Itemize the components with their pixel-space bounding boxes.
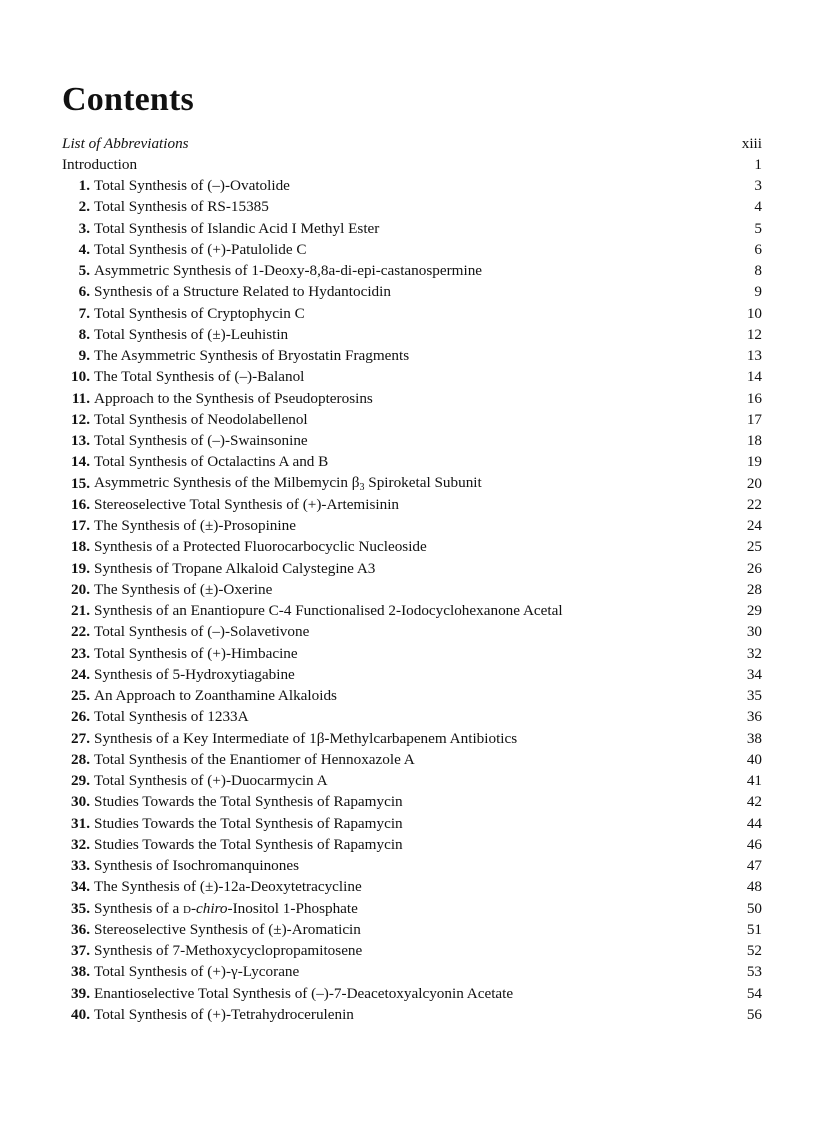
toc-entry[interactable]	[62, 282, 762, 303]
entry-title: Total Synthesis of (+)-Himbacine	[94, 644, 298, 662]
entry-page-number: 20	[746, 474, 762, 492]
entry-title: Synthesis of a Key Intermediate of 1β-Methylcarbapenem Antibiotics	[94, 729, 518, 747]
toc-entry[interactable]	[62, 898, 762, 919]
entry-number: 25.	[71, 687, 90, 705]
toc-entry[interactable]	[62, 962, 762, 983]
entry-page-number: 12	[746, 325, 762, 343]
entry-title: Synthesis of an Enantiopure C-4 Functionalised 2-Iodocyclohexanone Acetal	[94, 602, 563, 620]
entry-number: 39.	[71, 984, 90, 1002]
entry-page-number: 16	[746, 389, 762, 407]
entry-number: 24.	[71, 665, 90, 683]
entry-title-italic: -chiro	[190, 899, 228, 917]
toc-entry[interactable]	[62, 494, 762, 515]
entry-page-number: 9	[754, 283, 762, 301]
entry-title: Synthesis of Isochromanquinones	[94, 857, 300, 875]
toc-entry[interactable]	[62, 516, 762, 537]
entry-number: 28.	[71, 750, 90, 768]
entry-number: 4.	[78, 240, 90, 258]
entry-number: 13.	[71, 432, 90, 450]
page-title: Contents	[62, 81, 194, 118]
entry-number: 15.	[71, 474, 90, 492]
toc-entry[interactable]	[62, 176, 762, 197]
entry-number: 26.	[71, 708, 90, 726]
entry-number: 6.	[78, 283, 90, 301]
entry-page-number: 5	[754, 219, 762, 237]
entry-title: Approach to the Synthesis of Pseudopterosins	[94, 389, 373, 407]
entry-page-number: 44	[746, 814, 762, 832]
toc-entry[interactable]	[62, 771, 762, 792]
toc-entry[interactable]	[62, 261, 762, 282]
entry-number: 38.	[71, 963, 90, 981]
toc-entry[interactable]	[62, 877, 762, 898]
toc-entry[interactable]	[62, 367, 762, 388]
entry-page-number: 25	[746, 538, 762, 556]
entry-title-part: Spiroketal Subunit	[364, 474, 482, 492]
entry-page-number: 53	[746, 963, 762, 981]
entry-title-smallcaps: d	[183, 899, 191, 917]
entry-page-number: 28	[746, 580, 762, 598]
entry-page-number: 24	[746, 517, 762, 535]
entry-title: Asymmetric Synthesis of 1-Deoxy-8,8a-di-epi-castanospermine	[94, 262, 483, 280]
toc-entry[interactable]	[62, 218, 762, 239]
entry-page-number: 26	[746, 559, 762, 577]
entry-page-number: 41	[746, 772, 762, 790]
toc-entry[interactable]	[62, 664, 762, 685]
entry-page-number: 48	[746, 878, 762, 896]
toc-entry[interactable]	[62, 346, 762, 367]
entry-page-number: 6	[754, 240, 762, 258]
entry-page-number: 8	[754, 262, 762, 280]
entry-number: 14.	[71, 453, 90, 471]
entry-page-number: 40	[746, 750, 762, 768]
toc-entry[interactable]	[62, 856, 762, 877]
entry-title: The Synthesis of (±)-Oxerine	[94, 580, 273, 598]
entry-title-part: Synthesis of a	[94, 899, 184, 917]
entry-title: Total Synthesis of Neodolabellenol	[94, 410, 308, 428]
toc-entry[interactable]	[62, 452, 762, 473]
entry-number: 34.	[71, 878, 90, 896]
entry-number: 2.	[78, 198, 90, 216]
entry-number: 17.	[71, 517, 90, 535]
entry-title: Total Synthesis of (+)-Duocarmycin A	[94, 772, 328, 790]
entry-page-number: 51	[746, 920, 762, 938]
entry-title-subscript: 3	[359, 482, 365, 494]
toc-entry[interactable]	[62, 537, 762, 558]
entry-number: 21.	[71, 602, 90, 620]
entry-number: 9.	[78, 347, 90, 365]
entry-page-number: 22	[746, 495, 762, 513]
entry-page-number: 30	[746, 623, 762, 641]
entry-title: The Synthesis of (±)-Prosopinine	[94, 517, 296, 535]
entry-title: Total Synthesis of Islandic Acid I Methyl Ester	[94, 219, 380, 237]
entry-number: 40.	[71, 1005, 90, 1023]
entry-title: Total Synthesis of Cryptophycin C	[94, 304, 305, 322]
entry-page-number: 34	[746, 665, 762, 683]
entry-number: 36.	[71, 920, 90, 938]
entry-page-number: 46	[746, 835, 762, 853]
entry-title: Total Synthesis of (+)-Patulolide C	[94, 240, 307, 258]
toc-entry[interactable]	[62, 473, 762, 494]
toc-entry[interactable]	[62, 388, 762, 409]
entry-number: 31.	[71, 814, 90, 832]
entry-title: Total Synthesis of (–)-Swainsonine	[94, 432, 308, 450]
toc-entry[interactable]	[62, 197, 762, 218]
entry-page-number: 47	[746, 857, 762, 875]
entry-page-number: 3	[754, 177, 762, 195]
entry-page-number: 13	[746, 347, 762, 365]
entry-page-number: 17	[746, 410, 762, 428]
toc-entry[interactable]	[62, 303, 762, 324]
toc-entry[interactable]	[62, 409, 762, 430]
toc-entry[interactable]	[62, 919, 762, 940]
entry-page-number: 35	[746, 687, 762, 705]
entry-page-number: 18	[746, 432, 762, 450]
entry-page-number: 4	[754, 198, 762, 216]
toc-entry[interactable]	[62, 622, 762, 643]
entry-page-number: 19	[746, 453, 762, 471]
entry-title: Synthesis of a Structure Related to Hydantocidin	[94, 283, 391, 301]
entry-number: 32.	[71, 835, 90, 853]
entry-page-number: 50	[746, 899, 762, 917]
entry-title: Total Synthesis of (+)-γ-Lycorane	[94, 963, 300, 981]
entry-page-number: 56	[746, 1005, 762, 1023]
entry-title: An Approach to Zoanthamine Alkaloids	[94, 687, 337, 705]
entry-number: 18.	[71, 538, 90, 556]
entry-title: Stereoselective Total Synthesis of (+)-Artemisinin	[94, 495, 400, 513]
entry-number: 33.	[71, 857, 90, 875]
entry-title: Enantioselective Total Synthesis of (–)-7-Deacetoxyalcyonin Acetate	[94, 984, 514, 1002]
entry-page-number: 38	[746, 729, 762, 747]
toc-entry[interactable]	[62, 749, 762, 770]
entry-number: 7.	[78, 304, 90, 322]
entry-title: The Asymmetric Synthesis of Bryostatin Fragments	[94, 347, 410, 365]
entry-title: Studies Towards the Total Synthesis of Rapamycin	[94, 814, 403, 832]
entry-number: 1.	[78, 177, 90, 195]
entry-title: Total Synthesis of the Enantiomer of Hennoxazole A	[94, 750, 415, 768]
toc-entry[interactable]	[62, 643, 762, 664]
toc-front-entry[interactable]	[62, 154, 762, 175]
entry-number: 19.	[71, 559, 90, 577]
entry-title	[94, 474, 722, 493]
toc-front-entry[interactable]	[62, 133, 762, 154]
toc-entry[interactable]	[62, 239, 762, 260]
entry-number: 22.	[71, 623, 90, 641]
entry-title: Introduction	[62, 155, 138, 173]
entry-title: Total Synthesis of (–)-Ovatolide	[94, 177, 290, 195]
entry-number: 8.	[78, 325, 90, 343]
entry-number: 27.	[71, 729, 90, 747]
entry-page-number: 14	[746, 368, 762, 386]
entry-title: Total Synthesis of 1233A	[94, 708, 249, 726]
entry-page-number: 36	[746, 708, 762, 726]
entry-number: 35.	[71, 899, 90, 917]
entry-page-number: 42	[746, 793, 762, 811]
entry-title: The Total Synthesis of (–)-Balanol	[94, 368, 305, 386]
entry-title: Total Synthesis of (±)-Leuhistin	[94, 325, 289, 343]
entry-number: 16.	[71, 495, 90, 513]
entry-number: 10.	[71, 368, 90, 386]
toc-entry[interactable]	[62, 707, 762, 728]
toc-entry[interactable]	[62, 834, 762, 855]
entry-page-number: 29	[746, 602, 762, 620]
entry-title: Studies Towards the Total Synthesis of Rapamycin	[94, 793, 403, 811]
entry-title: Total Synthesis of RS-15385	[94, 198, 269, 216]
entry-title-part: -Inositol 1-Phosphate	[227, 899, 358, 917]
entry-number: 23.	[71, 644, 90, 662]
entry-number: 5.	[78, 262, 90, 280]
entry-page-number: 54	[746, 984, 762, 1002]
toc-entry[interactable]	[62, 324, 762, 345]
entry-page-number: 1	[754, 155, 762, 173]
entry-title: Synthesis of a Protected Fluorocarbocyclic Nucleoside	[94, 538, 427, 556]
entry-page-number: 52	[746, 942, 762, 960]
entry-title: Synthesis of 7-Methoxycyclopropamitosene	[94, 942, 363, 960]
entry-page-number: 32	[746, 644, 762, 662]
entry-number: 12.	[71, 410, 90, 428]
toc-entry[interactable]	[62, 941, 762, 962]
toc-entry[interactable]	[62, 601, 762, 622]
entry-title	[94, 900, 722, 918]
entry-number: 3.	[78, 219, 90, 237]
toc-entry[interactable]	[62, 983, 762, 1004]
toc-entry[interactable]	[62, 686, 762, 707]
entry-number: 30.	[71, 793, 90, 811]
entry-number: 37.	[71, 942, 90, 960]
toc-entry[interactable]	[62, 558, 762, 579]
toc-entry[interactable]	[62, 728, 762, 749]
entry-page-number: 10	[746, 304, 762, 322]
entry-number: 29.	[71, 772, 90, 790]
entry-title: Synthesis of 5-Hydroxytiagabine	[94, 665, 295, 683]
toc-entry[interactable]	[62, 579, 762, 600]
toc-entry[interactable]	[62, 431, 762, 452]
entry-title: Stereoselective Synthesis of (±)-Aromaticin	[94, 920, 361, 938]
entry-title: Total Synthesis of (+)-Tetrahydrocerulenin	[94, 1005, 354, 1023]
entry-title: Studies Towards the Total Synthesis of Rapamycin	[94, 835, 403, 853]
entry-number: 11.	[71, 389, 90, 407]
entry-title: Total Synthesis of (–)-Solavetivone	[94, 623, 310, 641]
toc-entry[interactable]	[62, 813, 762, 834]
entry-title: Synthesis of Tropane Alkaloid Calystegine A3	[94, 559, 376, 577]
toc-entry[interactable]	[62, 1004, 762, 1025]
entry-page-number: xiii	[741, 134, 762, 152]
entry-title-part: Asymmetric Synthesis of the Milbemycin β	[94, 474, 360, 492]
entry-title: List of Abbreviations	[62, 134, 189, 152]
entry-title: The Synthesis of (±)-12a-Deoxytetracycline	[94, 878, 362, 896]
toc-entry[interactable]	[62, 792, 762, 813]
entry-number: 20.	[71, 580, 90, 598]
table-of-contents	[62, 133, 762, 1026]
entry-title: Total Synthesis of Octalactins A and B	[94, 453, 329, 471]
